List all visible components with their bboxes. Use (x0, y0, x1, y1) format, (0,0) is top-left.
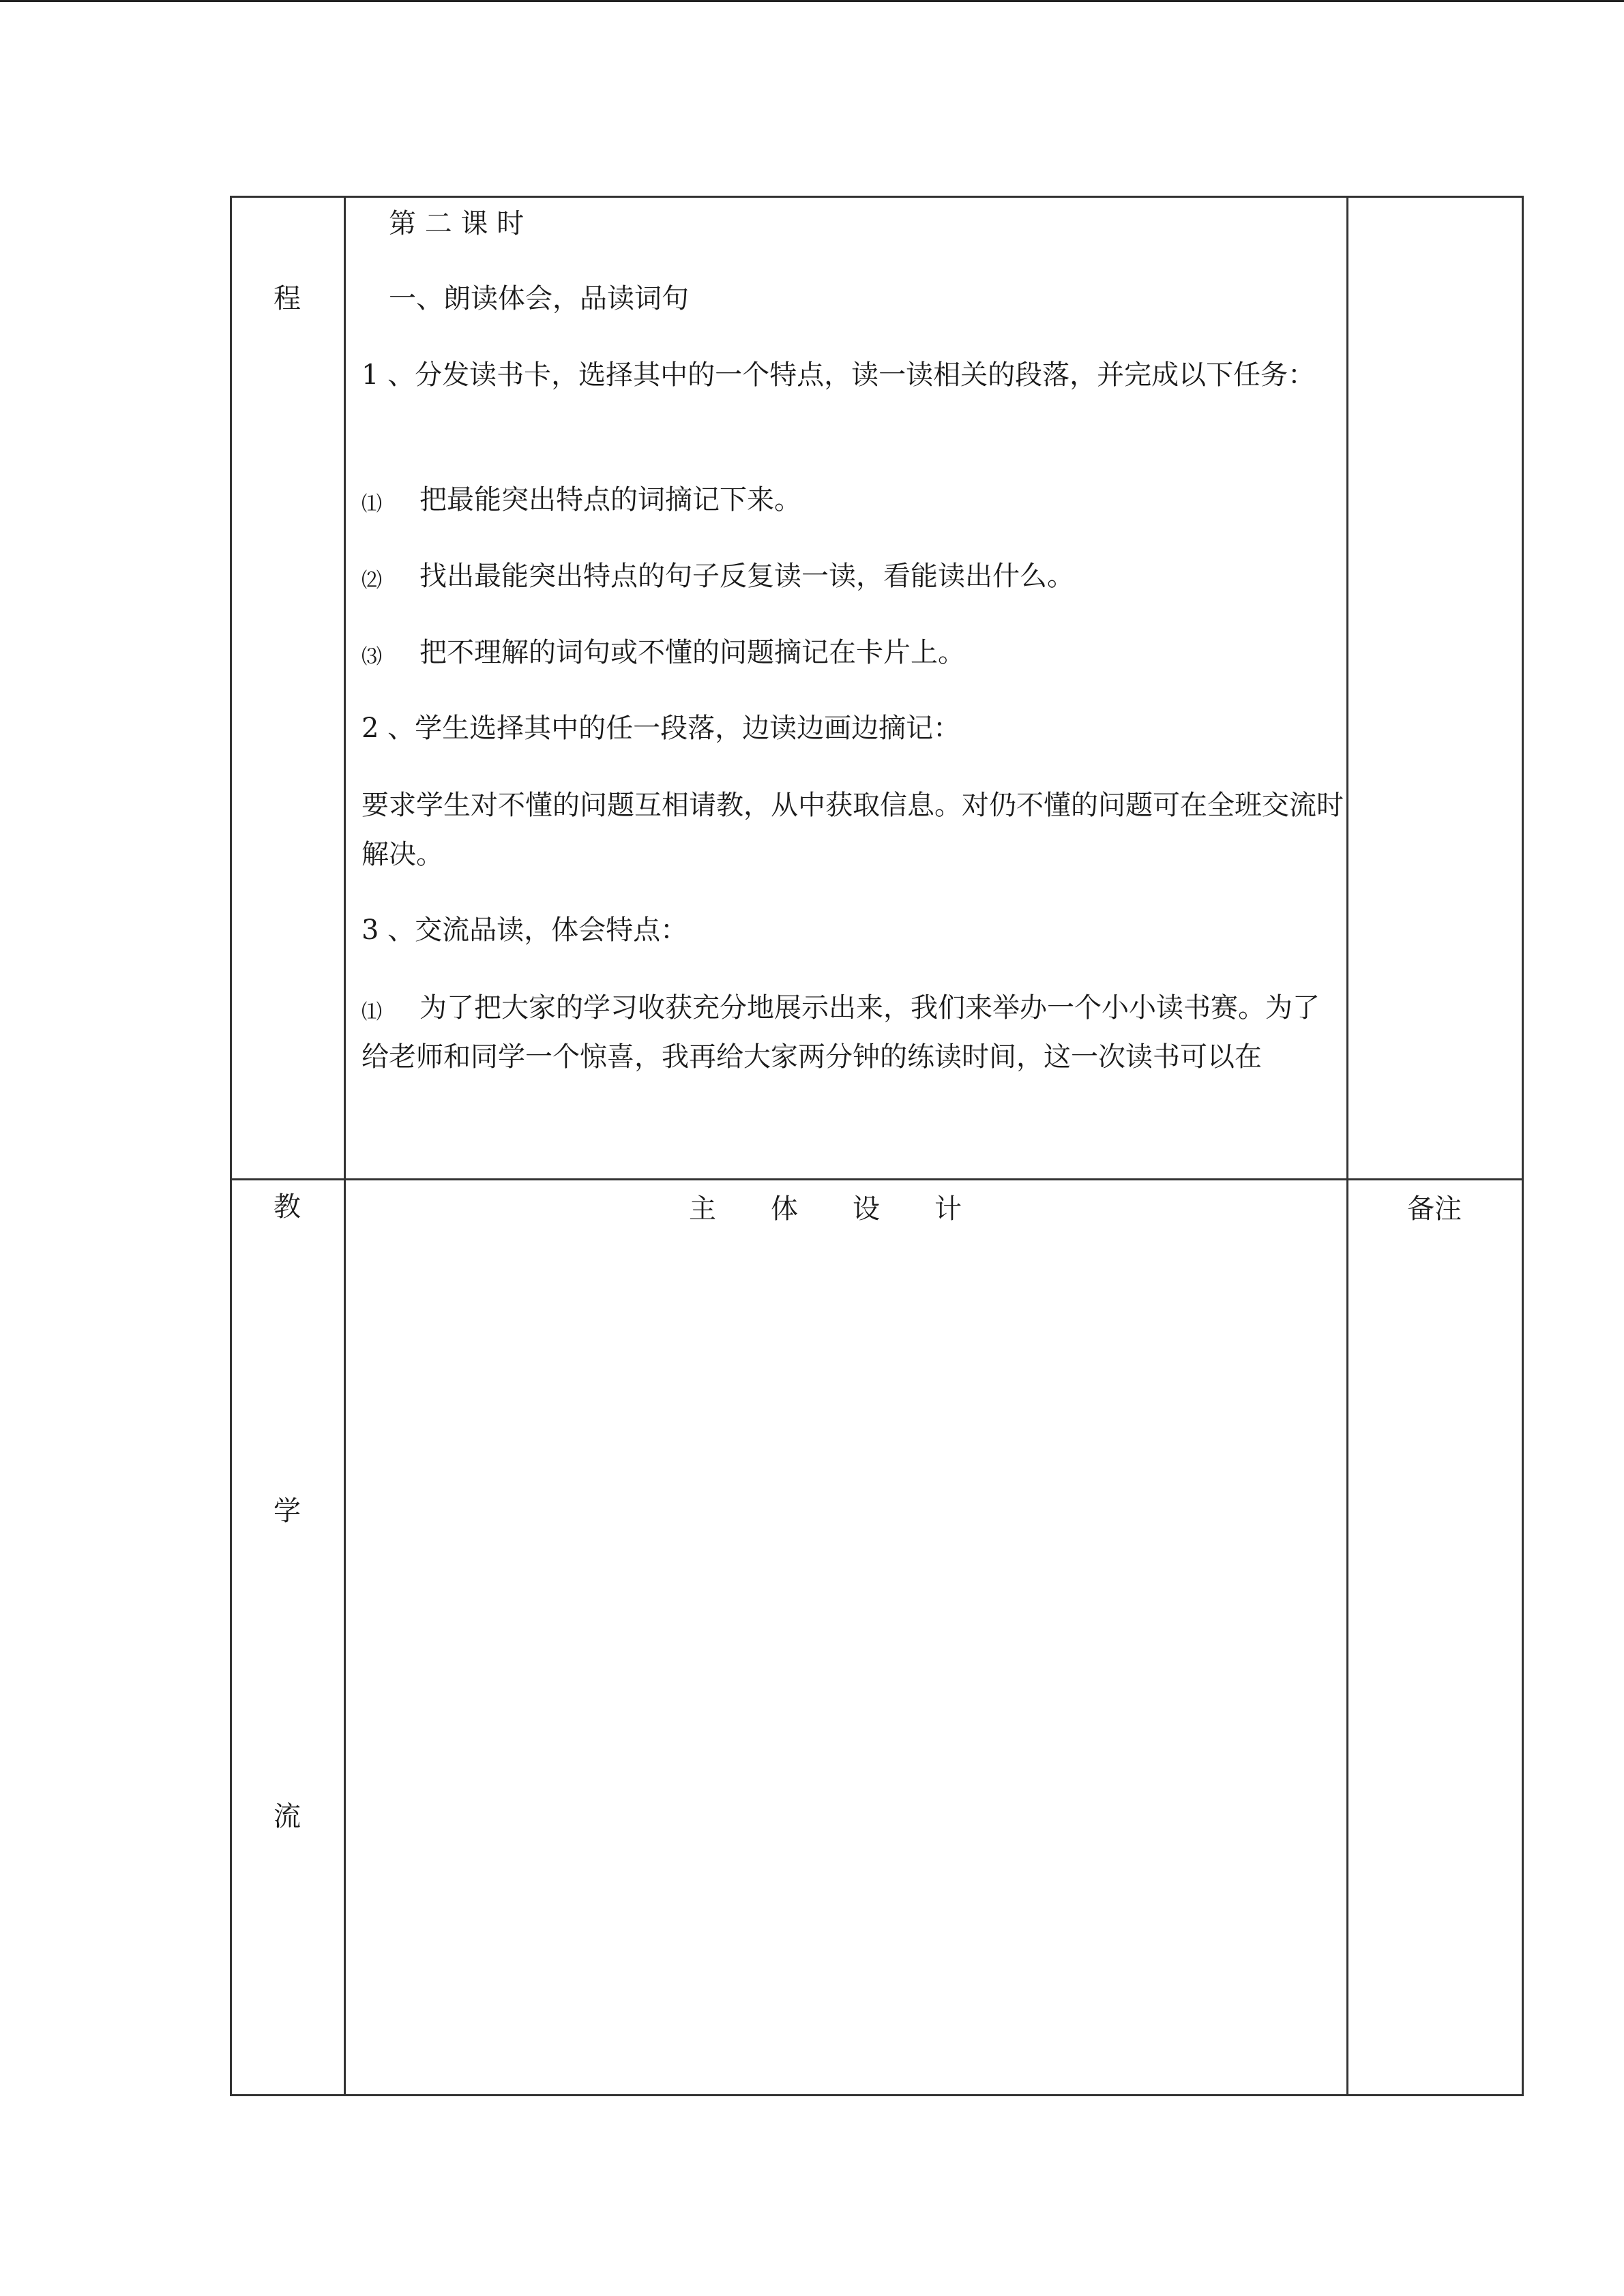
page-top-rule (0, 0, 1624, 2)
step2-note: 要求学生对不懂的问题互相请教，从中获取信息。对仍不懂的问题可在全班交流时解决。 (361, 790, 1344, 870)
step1-item-1-text: 把最能突出特点的词摘记下来。 (419, 484, 801, 516)
session-title: 第 二 课 时 (389, 208, 525, 239)
left-label-cheng: 程 (274, 283, 301, 314)
step1-item-3-text: 把不理解的词句或不懂的问题摘记在卡片上。 (419, 637, 965, 668)
main-design-header: 主 体 设 计 (689, 1193, 962, 1225)
step3-text: 3 、交流品读，体会特点： (361, 914, 688, 946)
table-col-divider-right (1346, 196, 1348, 2096)
section-heading: 一、朗读体会，品读词句 (389, 283, 689, 314)
step1-item-2-marker: ⑵ (361, 569, 382, 593)
left-label-xue: 学 (274, 1495, 301, 1527)
left-label-liu: 流 (274, 1801, 301, 1832)
step1-item-3-marker: ⑶ (361, 645, 382, 669)
step1-text: 1 、分发读书卡，选择其中的一个特点，读一读相关的段落，并完成以下任务： (361, 359, 1316, 391)
left-label-jiao: 教 (274, 1191, 301, 1223)
table-top-border (230, 196, 1524, 198)
table-bottom-border (230, 2094, 1524, 2096)
step3-item-1-marker: ⑴ (361, 1000, 382, 1024)
step3-item-1-text: 为了把大家的学习收获充分地展示出来，我们来举办一个小小读书赛。为了给老师和同学一个惊喜，我再给大家两分钟的练读时间，这一次读书可以在 (361, 992, 1320, 1073)
step1-item-2-text: 找出最能突出特点的句子反复读一读，看能读出什么。 (419, 561, 1074, 592)
step1-item-1-marker: ⑴ (361, 492, 382, 516)
table-col-divider-left (344, 196, 346, 2096)
remarks-header: 备注 (1407, 1193, 1462, 1225)
table-right-border (1522, 196, 1524, 2096)
table-left-border (230, 196, 232, 2096)
step2-text: 2 、学生选择其中的任一段落，边读边画边摘记： (361, 713, 961, 744)
table-row-divider (230, 1178, 1524, 1180)
